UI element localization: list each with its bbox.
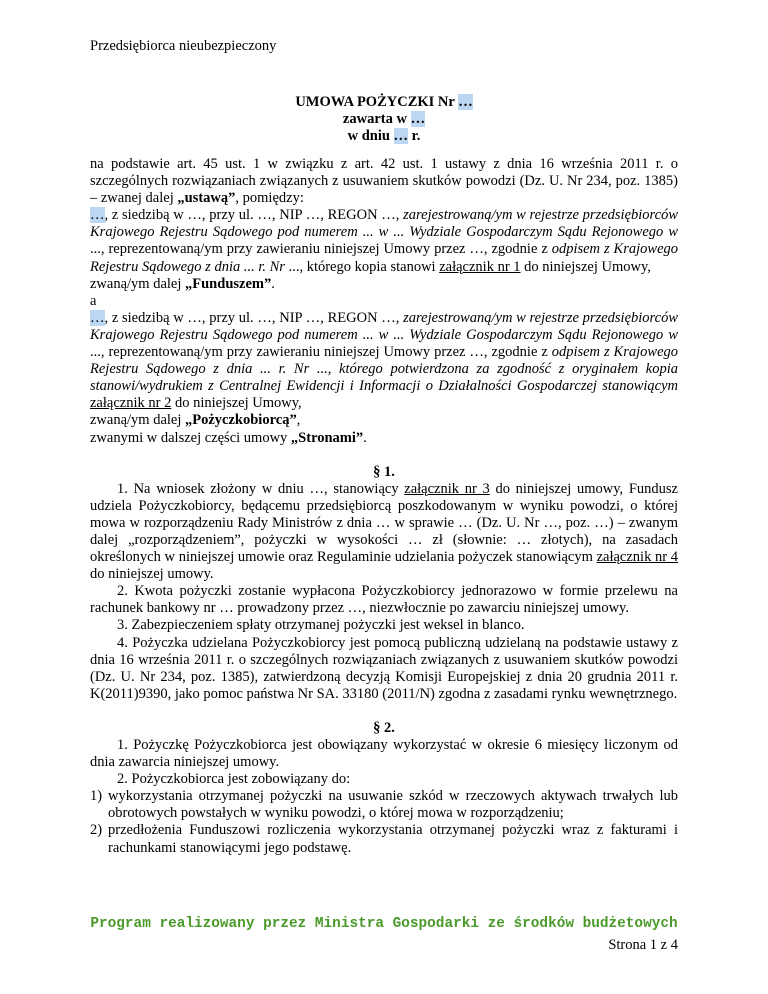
contract-body	[90, 156, 678, 857]
section-2-point-2: 2. Pożyczkobiorca jest zobowiązany do:	[117, 771, 351, 788]
page-header: Przedsiębiorca nieubezpieczony	[90, 38, 277, 54]
contract-place: zawarta w …	[342, 111, 426, 127]
party-borrower-name: zwaną/ym dalej „Pożyczkobiorcą”,	[90, 412, 301, 429]
section-2-heading: § 2.	[373, 719, 395, 736]
section-1-point-3: 3. Zabezpieczeniem spłaty otrzymanej pożyczki jest weksel in blanco.	[117, 617, 525, 634]
parties-definition: zwanymi w dalszej części umowy „Stronami”.	[90, 429, 367, 446]
legal-basis-paragraph: na podstawie art. 45 ust. 1 w związku z art. 42 ust. 1 ustawy z dnia 16 września 2011 r. o szczególnych rozwiązaniach związanych z usuwaniem skutków powodzi (Dz. U. Nr 234, poz. 1385) – zwanej dalej „ustawą”, pomiędzy:	[90, 156, 678, 207]
contract-title: UMOWA POŻYCZKI Nr …	[295, 94, 473, 110]
program-footer: Program realizowany przez Ministra Gospodarki ze środków budżetowych	[90, 916, 678, 932]
list-item: 1) wykorzystania otrzymanej pożyczki na usuwanie szkód w rzeczowych aktywach trwałych lub obrotowych powstałych w wyniku powodzi, o której mowa w rozporządzeniu;	[90, 788, 678, 822]
section-1-point-2: 2. Kwota pożyczki zostanie wypłacona Pożyczkobiorcy jednorazowo w formie przelewu na rachunek bankowy nr … prowadzony przez …, niezwłocznie po zawarciu niniejszej umowy.	[90, 583, 678, 617]
page-number: Strona 1 z 4	[608, 937, 678, 953]
section-1-point-1: 1. Na wniosek złożony w dniu …, stanowiący załącznik nr 3 do niniejszej umowy, Fundusz udziela Pożyczkobiorcy, będącemu przedsiębiorcą poszkodowanym w wyniku powodzi, o której mowa w rozporządzeniu Rady Ministrów z dnia … w sprawie … (Dz. U. Nr …, poz. …) – zwanym dalej „rozporządzeniem”, pożyczki w wysokości … zł (słownie: … złotych), na zasadach określonych w niniejszej umowie oraz Regulaminie udzielania pożyczek stanowiącym załącznik nr 4 do niniejszej umowy.	[90, 480, 678, 583]
party-fund-paragraph: …, z siedzibą w …, przy ul. …, NIP …, REGON …, zarejestrowaną/ym w rejestrze przedsiębiorców Krajowego Rejestru Sądowego pod numerem ... w ... Wydziale Gospodarczym Sądu Rejonowego w ..., reprezentowaną/ym przy zawieraniu niniejszej Umowy przez …, zgodnie z odpisem z Krajowego Rejestru Sądowego z dnia ... r. Nr ..., którego kopia stanowi załącznik nr 1 do niniejszej Umowy,	[90, 207, 678, 275]
section-1-heading: § 1.	[373, 463, 395, 480]
contract-date: w dniu … r.	[347, 128, 421, 144]
conjunction-a: a	[90, 292, 97, 309]
section-1-point-4: 4. Pożyczka udzielana Pożyczkobiorcy jest pomocą publiczną udzielaną na podstawie ustawy z dnia 16 września 2011 r. o szczególnych rozwiązaniach związanych z usuwaniem skutków powodzi (Dz. U. Nr 234, poz. 1385), zatwierdzoną decyzją Komisji Europejskiej z dnia 20 grudnia 2011 r. K(2011)9390, jako pomoc państwa Nr SA. 33180 (2011/N) zgodna z zasadami rynku wewnętrznego.	[90, 634, 678, 702]
list-item: 2) przedłożenia Funduszowi rozliczenia wykorzystania otrzymanej pożyczki wraz z fakturami i rachunkami stanowiącymi jego podstawę.	[90, 822, 678, 856]
party-borrower-paragraph: …, z siedzibą w …, przy ul. …, NIP …, REGON …, zarejestrowaną/ym w rejestrze przedsiębiorców Krajowego Rejestru Sądowego pod numerem ... w ... Wydziale Gospodarczym Sądu Rejonowego w ..., reprezentowaną/ym przy zawieraniu niniejszej Umowy przez …, zgodnie z odpisem z Krajowego Rejestru Sądowego z dnia ... r. Nr ..., którego potwierdzona za zgodność z oryginałem kopia stanowi/wydrukiem z Centralnej Ewidencji i Informacji o Działalności Gospodarczej stanowiącym załącznik nr 2 do niniejszej Umowy,	[90, 309, 678, 412]
section-2-point-1: 1. Pożyczkę Pożyczkobiorca jest obowiązany wykorzystać w okresie 6 miesięcy liczonym od dnia zawarcia niniejszej umowy.	[90, 737, 678, 771]
party-fund-name: zwaną/ym dalej „Funduszem”.	[90, 275, 275, 292]
